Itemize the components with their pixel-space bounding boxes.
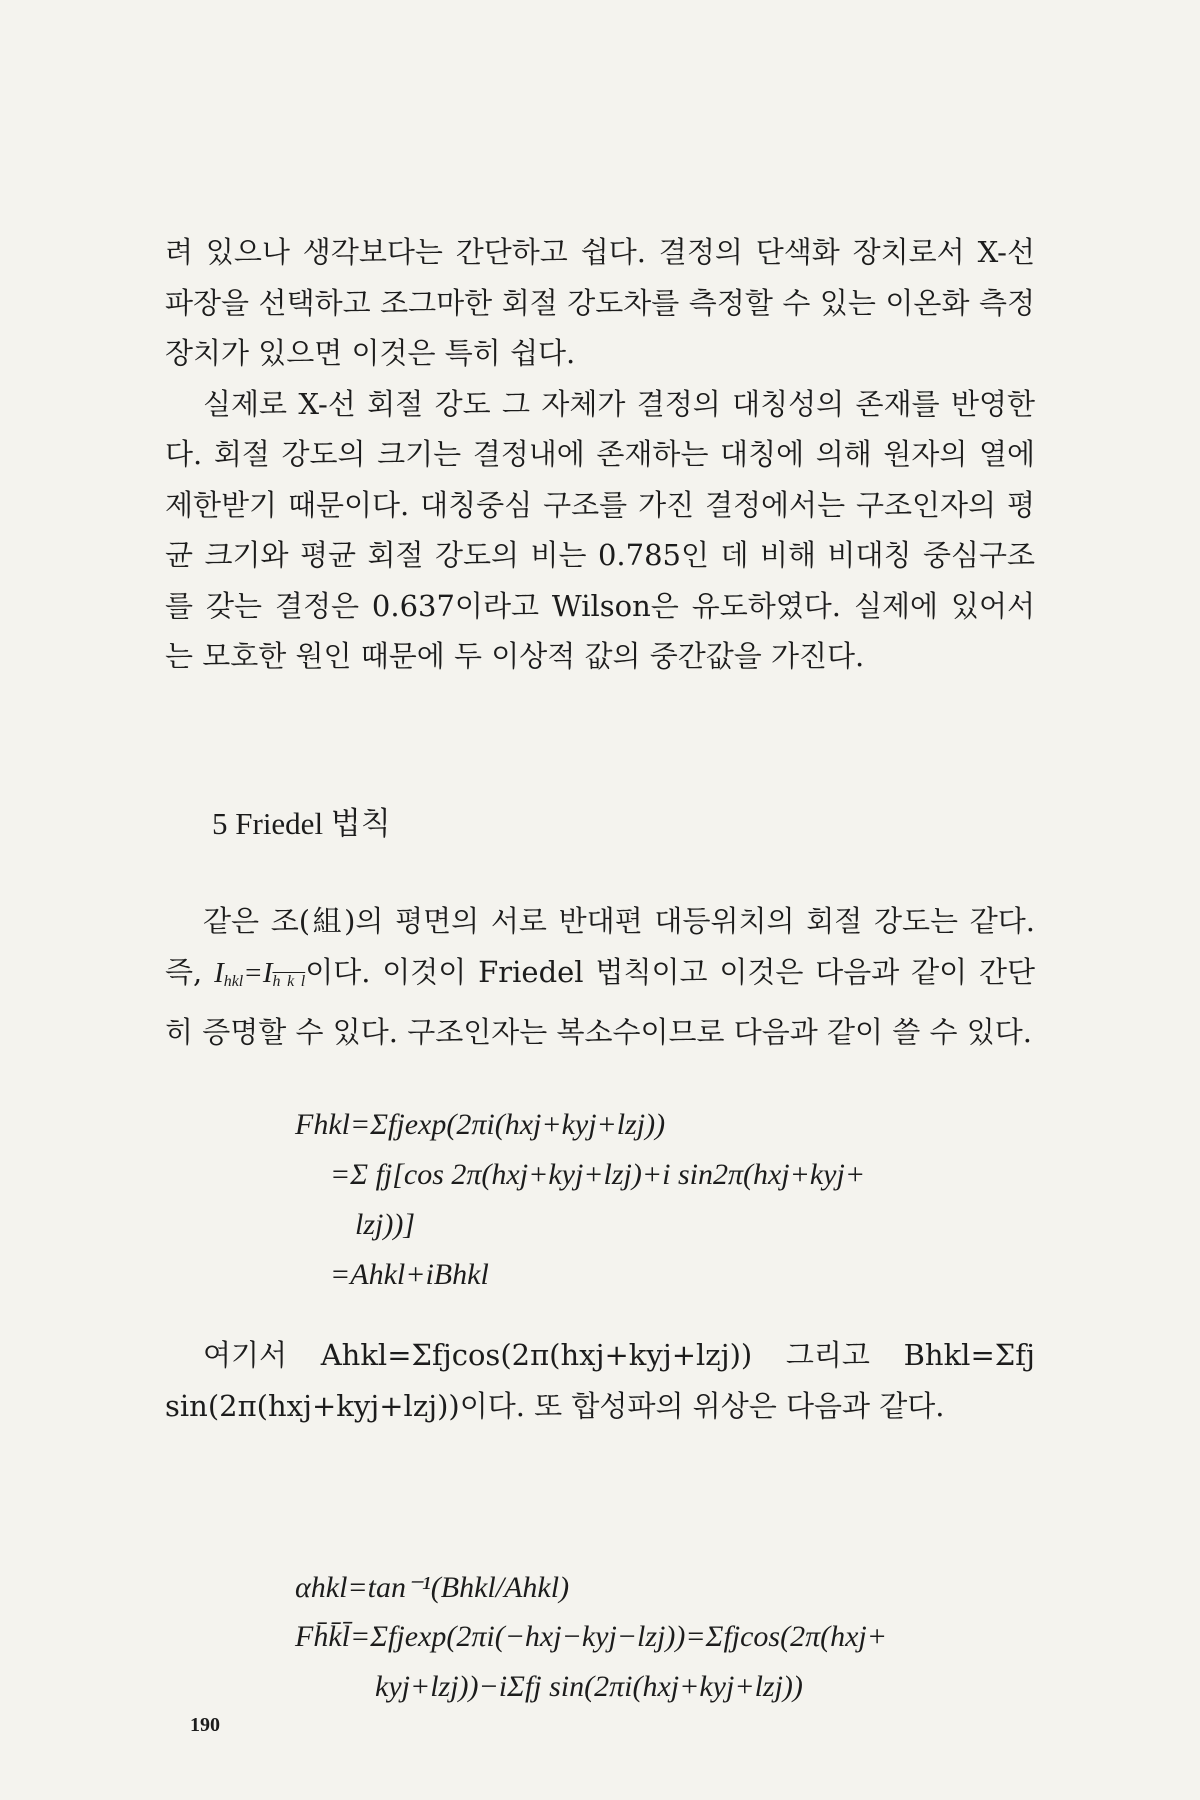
equation-line-4: =Ahkl+iBhkl [330,1258,489,1291]
paragraph-3-start: 같은 조(組)의 평면의 서로 반대편 대등위치의 회절 강도는 같다. 즉, [165,904,1035,989]
paragraph-4: 여기서 Ahkl=Σfjcos(2π(hxj+kyj+lzj)) 그리고 Bhkl=Σfj sin(2π(hxj+kyj+lzj))이다. 또 합성파의 위상은 다음과 같다. [165,1338,1035,1423]
equation-line-3: lzj))] [355,1208,415,1241]
equation-line-7: kyj+lzj))−iΣfj sin(2πi(hxj+kyj+lzj)) [375,1670,803,1703]
intensity-equation: $I_{hkl}=I_{h k l}$ [214,956,306,990]
paragraph-3-end: 이다. 이것이 Friedel 법칙이고 이것은 다음과 같이 간단히 증명할 수 있다. 구조인자는 복소수이므로 다음과 같이 쓸 수 있다. [165,954,1035,1049]
friedel-paragraph [165,896,1035,1057]
paragraph-2: 실제로 X-선 회절 강도 그 자체가 결정의 대칭성의 존재를 반영한다. 회절 강도의 크기는 결정내에 존재하는 대칭에 의해 원자의 열에 제한받기 때문이다. 대칭중심 구조를 가진 결정에서는 구조인자의 평균 크기와 평균 회절 강도의 비는 0.785인 데 비해 비대칭 중심구조를 갖는 결정은 0.637이라고 Wilson은 유도하였다. 실제에 있어서는 모호한 원인 때문에 두 이상적 값의 중간값을 가진다. [165,386,1035,673]
equation-line-1: Fhkl=Σfjexp(2πi(hxj+kyj+lzj)) [295,1108,666,1141]
intro-text [165,227,1035,682]
equation-line-5: αhkl=tan⁻¹(Bhkl/Ahkl) [295,1571,570,1604]
equation-line-2: =Σ fj[cos 2π(hxj+kyj+lzj)+i sin2π(hxj+kyj+ [330,1158,866,1191]
definitions-paragraph [165,1330,1035,1431]
equation-line-6: Fh̄k̄l̄=Σfjexp(2πi(−hxj−kyj−lzj))=Σfjcos(2π(hxj+ [295,1620,888,1653]
page-number: 190 [190,1714,220,1736]
section-heading: 5 Friedel 법칙 [212,806,391,841]
paragraph-1: 려 있으나 생각보다는 간단하고 쉽다. 결정의 단색화 장치로서 X-선 파장을 선택하고 조그마한 회절 강도차를 측정할 수 있는 이온화 측정 장치가 있으면 이것은 특히 쉽다. [165,235,1035,370]
paragraph-3 [165,896,1035,1057]
